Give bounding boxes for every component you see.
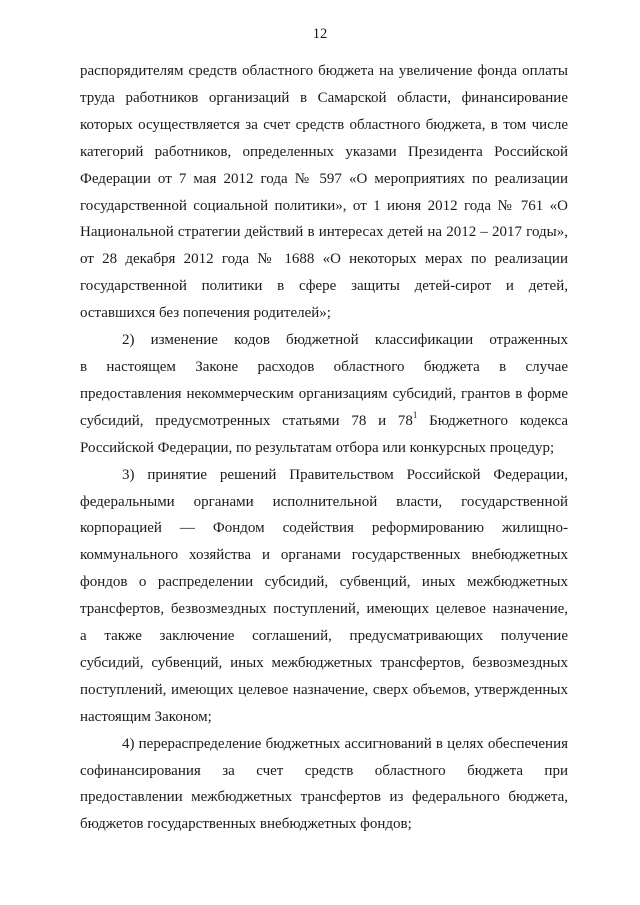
text-line: 2) изменение кодов бюджетной классификации отраженных — [122, 332, 568, 349]
text-line: в настоящем Законе расходов областного бюджета в случае — [80, 358, 568, 375]
text-line: государственной политики в сфере защиты детей-сирот и детей, — [80, 278, 568, 295]
paragraph-item-3 — [80, 462, 568, 731]
superscript: 1 — [412, 409, 418, 420]
text-line: категорий работников, определенных указами Президента Российской — [80, 143, 568, 160]
text-line: труда работников организаций в Самарской области, финансирование — [80, 89, 568, 106]
text-line-with-superscript — [80, 408, 568, 435]
paragraph-continuation — [80, 58, 568, 327]
text-line: корпорацией — Фондом содействия реформированию жилищно- — [80, 520, 568, 537]
text-line: Российской Федерации, по результатам отбора или конкурсных процедур; — [80, 439, 555, 456]
text-line: бюджетов государственных внебюджетных фондов; — [80, 816, 412, 833]
text-line: 4) перераспределение бюджетных ассигнований в целях обеспечения — [122, 735, 568, 752]
text-line: от 28 декабря 2012 года № 1688 «О некоторых мерах по реализации — [80, 251, 568, 268]
text-line: федеральными органами исполнительной власти, государственной — [80, 493, 568, 510]
text-line: поступлений, имеющих целевое назначение, сверх объемов, утвержденных — [80, 681, 568, 698]
text-fragment: Бюджетного кодекса — [417, 412, 569, 429]
text-line: фондов о распределении субсидий, субвенций, иных межбюджетных — [80, 574, 568, 591]
text-line: а также заключение соглашений, предусматривающих получение — [80, 628, 568, 645]
paragraph-item-4 — [80, 731, 568, 839]
text-line: 3) принятие решений Правительством Российской Федерации, — [122, 466, 568, 483]
text-line: настоящим Законом; — [80, 708, 212, 725]
text-line: распорядителям средств областного бюджета на увеличение фонда оплаты — [80, 63, 568, 79]
document-body — [80, 58, 568, 838]
text-line: предоставлении межбюджетных трансфертов из федерального бюджета, — [80, 789, 568, 806]
text-line: оставшихся без попечения родителей»; — [80, 305, 331, 322]
text-line: субсидий, субвенций, иных межбюджетных трансфертов, безвозмездных — [80, 654, 568, 671]
text-line: софинансирования за счет средств областного бюджета при — [80, 762, 568, 779]
text-line: предоставления некоммерческим организациям субсидий, грантов в форме — [80, 385, 568, 402]
text-line: Федерации от 7 мая 2012 года № 597 «О мероприятиях по реализации — [80, 170, 568, 187]
text-line: которых осуществляется за счет средств областного бюджета, в том числе — [80, 116, 568, 133]
text-line: Национальной стратегии действий в интересах детей на 2012 – 2017 годы», — [80, 224, 568, 241]
text-line: государственной социальной политики», от 1 июня 2012 года № 761 «О — [80, 197, 568, 214]
text-line: коммунального хозяйства и органами государственных внебюджетных — [80, 547, 568, 564]
paragraph-item-2 — [80, 327, 568, 462]
text-line: трансфертов, безвозмездных поступлений, имеющих целевое назначение, — [80, 601, 568, 618]
page-number: 12 — [312, 26, 328, 42]
text-fragment: субсидий, предусмотренных статьями 78 и 78 — [80, 412, 413, 429]
